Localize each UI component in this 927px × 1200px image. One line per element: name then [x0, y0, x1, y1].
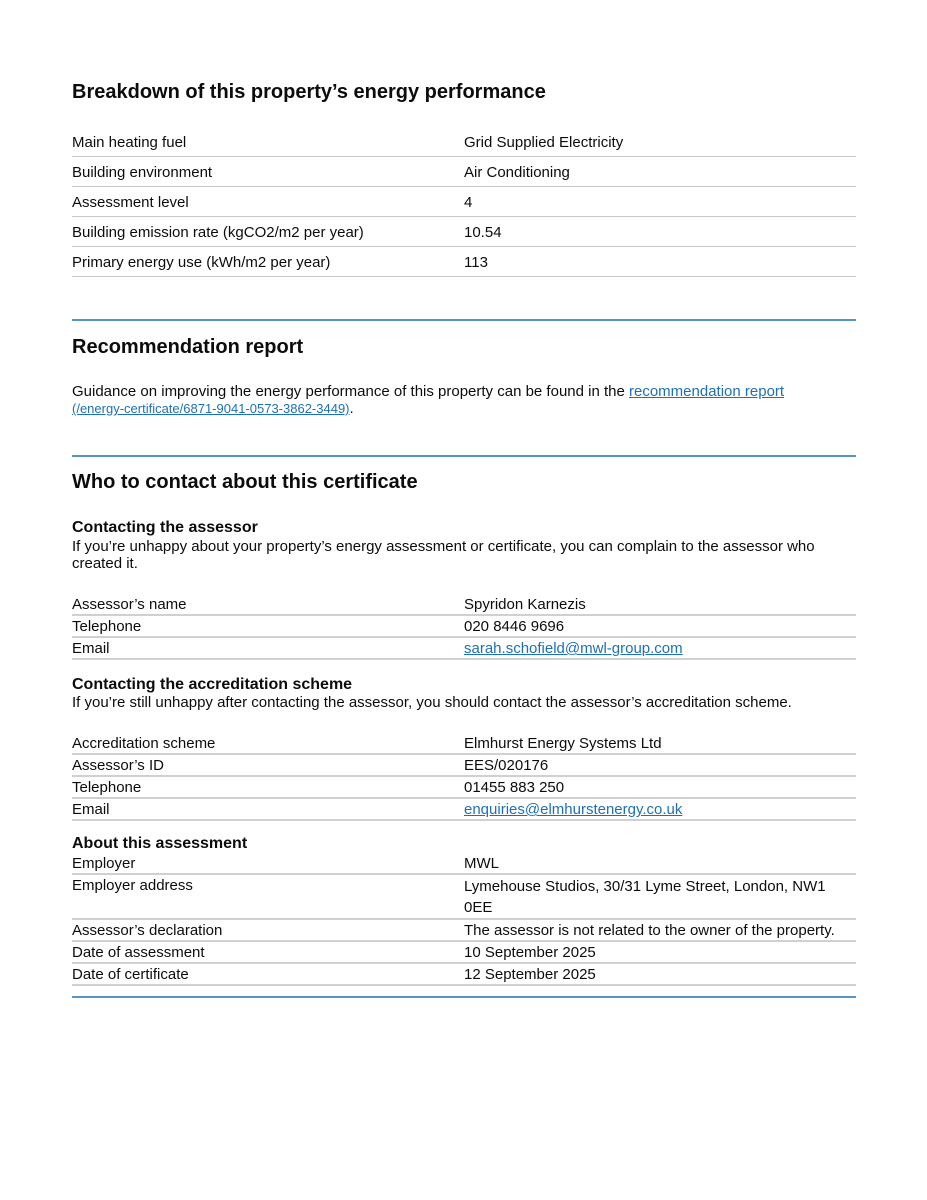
table-row: [72, 875, 856, 920]
row-label: Assessment level: [72, 193, 189, 211]
table-row: [72, 594, 856, 616]
recommendation-text-after: .: [349, 400, 354, 417]
row-label: Email: [72, 801, 110, 818]
assessor-subheading: Contacting the assessor: [72, 519, 258, 536]
recommendation-report-path-link[interactable]: (/energy-certificate/6871-9041-0573-3862-3449): [72, 401, 350, 416]
row-label: Building environment: [72, 163, 213, 181]
row-value: EES/020176: [464, 757, 549, 774]
table-row: [72, 616, 856, 638]
recommendation-report-link[interactable]: recommendation report: [629, 383, 785, 400]
row-label: Telephone: [72, 618, 142, 635]
row-label: Email: [72, 640, 110, 657]
row-label: Assessor’s name: [72, 596, 187, 613]
table-row: [72, 964, 856, 986]
row-value: Grid Supplied Electricity: [464, 133, 624, 151]
table-row: [72, 638, 856, 660]
contact-heading: Who to contact about this certificate: [72, 471, 418, 493]
row-value: Lymehouse Studios, 30/31 Lyme Street, London, NW1 0EE: [464, 878, 826, 916]
row-value: 12 September 2025: [464, 966, 596, 983]
recommendation-text-before: Guidance on improving the energy performance of this property can be found in the: [72, 383, 629, 400]
row-label: Telephone: [72, 779, 142, 796]
row-label: Employer: [72, 855, 136, 872]
row-label: Date of certificate: [72, 966, 189, 983]
table-row: [72, 218, 856, 247]
row-value: 10 September 2025: [464, 944, 596, 961]
row-value: 10.54: [464, 223, 502, 241]
table-row: [72, 799, 856, 821]
row-value: The assessor is not related to the owner of the property.: [464, 922, 835, 939]
section-divider: [72, 455, 856, 457]
row-label: Employer address: [72, 877, 193, 894]
row-value: 113: [464, 253, 488, 271]
table-row: [72, 942, 856, 964]
table-row: [72, 248, 856, 277]
row-value: Elmhurst Energy Systems Ltd: [464, 735, 662, 752]
about-table: [72, 853, 856, 986]
row-value: [464, 800, 856, 819]
assessor-email-link[interactable]: sarah.schofield@mwl-group.com: [464, 640, 683, 657]
section-divider: [72, 319, 856, 321]
recommendation-heading: Recommendation report: [72, 336, 304, 358]
scheme-email-link[interactable]: enquiries@elmhurstenergy.co.uk: [464, 801, 683, 818]
row-label: Primary energy use (kWh/m2 per year): [72, 253, 331, 271]
section-divider: [72, 996, 856, 998]
row-label: Accreditation scheme: [72, 735, 216, 752]
row-label: Date of assessment: [72, 944, 205, 961]
scheme-table: [72, 733, 856, 821]
row-value: 020 8446 9696: [464, 618, 565, 635]
breakdown-heading: Breakdown of this property’s energy performance: [72, 81, 546, 103]
table-row: [72, 128, 856, 157]
row-value: 01455 883 250: [464, 779, 565, 796]
row-label: Assessor’s ID: [72, 757, 164, 774]
table-row: [72, 920, 856, 942]
table-row: [72, 777, 856, 799]
recommendation-text: [72, 383, 856, 417]
table-row: [72, 853, 856, 875]
row-label: Main heating fuel: [72, 133, 187, 151]
row-label: Building emission rate (kgCO2/m2 per year): [72, 223, 364, 241]
row-value: Air Conditioning: [464, 163, 570, 181]
about-subheading: About this assessment: [72, 835, 248, 852]
row-value: [464, 639, 856, 658]
row-value: MWL: [464, 855, 499, 872]
assessor-description: If you’re unhappy about your property’s energy assessment or certificate, you can complain to the assessor who created it.: [72, 538, 815, 572]
breakdown-table: [72, 128, 856, 278]
table-row: [72, 733, 856, 755]
assessor-table: [72, 594, 856, 660]
table-row: [72, 158, 856, 187]
scheme-description: If you’re still unhappy after contacting the assessor, you should contact the assessor’s accreditation scheme.: [72, 694, 792, 711]
table-row: [72, 188, 856, 217]
row-value: 4: [464, 193, 473, 211]
row-label: Assessor’s declaration: [72, 922, 223, 939]
row-value: Spyridon Karnezis: [464, 596, 586, 613]
table-row: [72, 755, 856, 777]
scheme-subheading: Contacting the accreditation scheme: [72, 676, 353, 693]
